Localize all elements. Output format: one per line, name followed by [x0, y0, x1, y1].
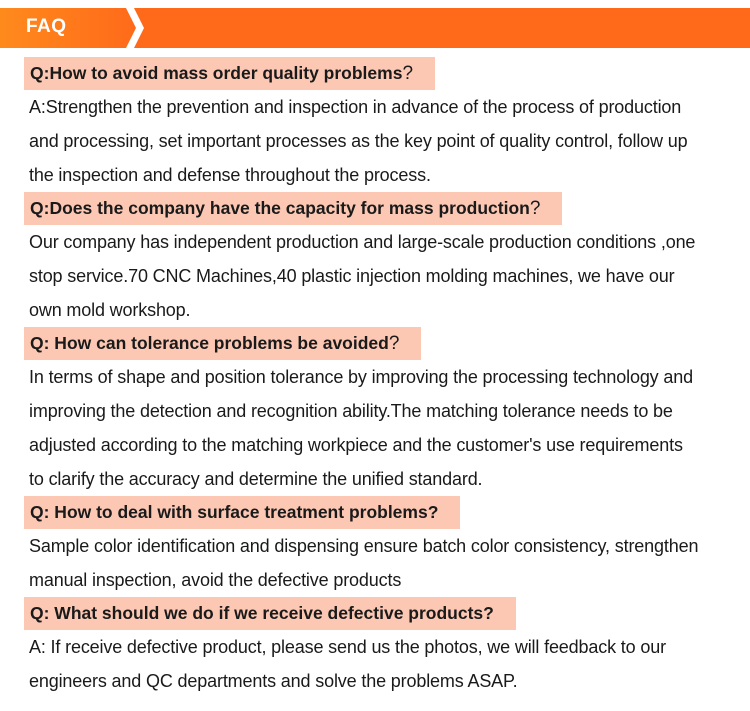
answer-line: engineers and QC departments and solve the problems ASAP.: [29, 671, 518, 691]
faq-question: Q: How to deal with surface treatment problems?: [24, 496, 460, 529]
header-banner: [0, 8, 750, 48]
faq-question: Q:Does the company have the capacity for mass production?: [24, 192, 562, 225]
answer-line: improving the detection and recognition ability.The matching tolerance needs to be: [29, 401, 673, 421]
faq-item: [0, 496, 750, 597]
answer-line: A:Strengthen the prevention and inspection in advance of the process of production: [29, 97, 682, 117]
answer-line: Our company has independent production and large-scale production conditions ,one: [29, 232, 696, 252]
answer-line: to clarify the accuracy and determine the unified standard.: [29, 469, 483, 489]
answer-line: A: If receive defective product, please send us the photos, we will feedback to our: [29, 637, 666, 657]
faq-answer: [29, 360, 729, 496]
page-title: FAQ: [26, 16, 67, 37]
header-tab: [0, 8, 136, 48]
answer-line: Sample color identification and dispensing ensure batch color consistency, strengthen: [29, 536, 699, 556]
answer-line: the inspection and defense throughout the process.: [29, 165, 431, 185]
faq-question: Q:How to avoid mass order quality problems?: [24, 57, 435, 90]
faq-answer: [29, 630, 729, 698]
faq-header: [0, 8, 750, 48]
faq-question: Q: What should we do if we receive defective products?: [24, 597, 516, 630]
faq-item: [0, 57, 750, 192]
faq-list: [0, 57, 750, 698]
answer-line: stop service.70 CNC Machines,40 plastic injection molding machines, we have our: [29, 266, 675, 286]
answer-line: and processing, set important processes as the key point of quality control, follow up: [29, 131, 688, 151]
faq-answer: [29, 529, 729, 597]
answer-line: In terms of shape and position tolerance by improving the processing technology and: [29, 367, 693, 387]
header-bar: [134, 8, 750, 48]
faq-answer: [29, 225, 729, 327]
faq-item: [0, 192, 750, 327]
faq-question: Q: How can tolerance problems be avoided?: [24, 327, 421, 360]
faq-item: [0, 327, 750, 496]
answer-line: manual inspection, avoid the defective products: [29, 570, 402, 590]
answer-line: own mold workshop.: [29, 300, 191, 320]
faq-answer: [29, 90, 729, 192]
faq-item: [0, 597, 750, 698]
answer-line: adjusted according to the matching workpiece and the customer's use requirements: [29, 435, 683, 455]
